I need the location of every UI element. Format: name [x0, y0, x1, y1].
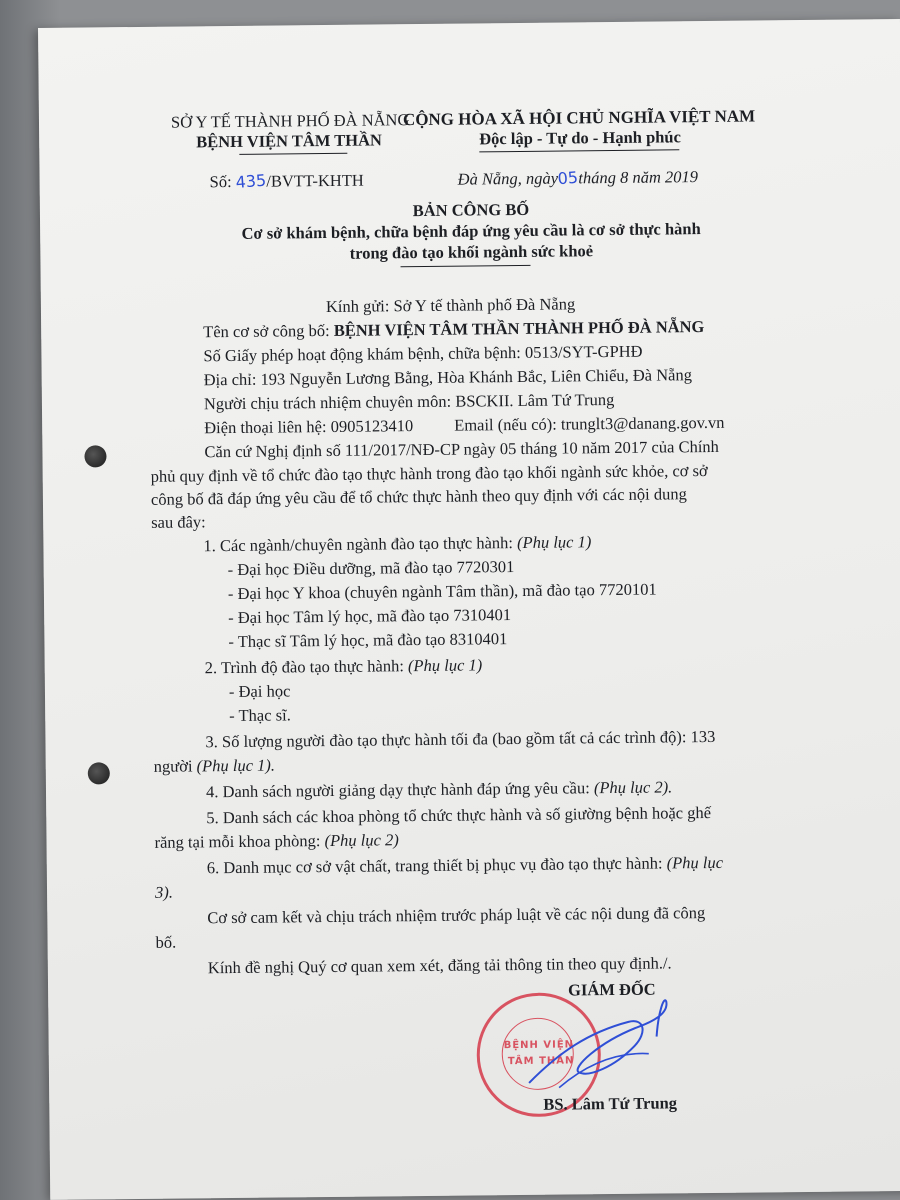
- item-1-c: - Đại học Tâm lý học, mã đào tạo 7310401: [228, 605, 512, 628]
- item-6-line-1: [207, 853, 723, 878]
- doc-number-handwritten: 435: [235, 170, 268, 192]
- header-republic: CỘNG HÒA XÃ HỘI CHỦ NGHĨA VIỆT NAM: [402, 106, 756, 130]
- item-1-b: - Đại học Y khoa (chuyên ngành Tâm thần), mã đào tạo 7720101: [227, 579, 657, 604]
- basis-line-3: công bố đã đáp ứng yêu cầu để tổ chức thực hành theo quy định với các nội dung: [150, 484, 687, 509]
- document-number: [210, 171, 364, 193]
- item-2-b: - Thạc sĩ.: [229, 705, 291, 726]
- phone: Điện thoại liên hệ: 0905123410: [204, 416, 414, 438]
- item-4: [206, 777, 672, 802]
- item-1: [203, 532, 591, 556]
- header-hospital: BỆNH VIỆN TÂM THẦN: [196, 130, 382, 152]
- item-1-a: - Đại học Điều dưỡng, mã đào tạo 7720301: [227, 557, 515, 580]
- item-6-line-2: 3).: [154, 882, 174, 902]
- stamp-line-2: TÂM THẦN: [507, 1055, 575, 1068]
- item-6-text: 6. Danh mục cơ sở vật chất, trang thiết bị phục vụ đào tạo thực hành:: [206, 853, 667, 878]
- basis-line-1: Căn cứ Nghị định số 111/2017/NĐ-CP ngày 05 tháng 10 năm 2017 của Chính: [204, 436, 719, 462]
- item-1-ref: (Phụ lục 1): [516, 532, 592, 553]
- motto-underline: [479, 149, 679, 152]
- document-page: [38, 19, 900, 1200]
- item-4-ref: (Phụ lục 2).: [593, 777, 673, 798]
- hospital-underline: [239, 153, 347, 155]
- item-1-d: - Thạc sĩ Tâm lý học, mã đào tạo 8310401: [228, 629, 508, 652]
- document-subtitle-1: Cơ sở khám bệnh, chữa bệnh đáp ứng yêu cầu là cơ sở thực hành: [241, 219, 701, 243]
- date-suffix: tháng 8 năm 2019: [578, 167, 699, 188]
- signer-name: BS. Lâm Tứ Trung: [543, 1093, 678, 1114]
- date-prefix: Đà Nẵng, ngày: [457, 168, 559, 189]
- item-3-text: người: [153, 756, 197, 776]
- address: Địa chỉ: 193 Nguyễn Lương Bằng, Hòa Khánh Bắc, Liên Chiểu, Đà Nẵng: [203, 365, 693, 390]
- punch-hole-top: [84, 445, 106, 467]
- item-1-text: 1. Các ngành/chuyên ngành đào tạo thực hành:: [203, 533, 518, 556]
- commitment-line-1: Cơ sở cam kết và chịu trách nhiệm trước pháp luật về các nội dung đã công: [207, 903, 706, 928]
- item-2-ref: (Phụ lục 1): [407, 655, 483, 676]
- punch-hole-bottom: [88, 762, 110, 784]
- stamp-line-1: BỆNH VIỆN: [503, 1039, 575, 1052]
- email: Email (nếu có): trunglt3@danang.gov.vn: [454, 412, 725, 435]
- commitment-line-2: bố.: [155, 932, 177, 952]
- facility-name-label: Tên cơ sở công bố:: [203, 320, 334, 342]
- item-4-text: 4. Danh sách người giảng dạy thực hành đáp ứng yêu cầu:: [205, 778, 595, 802]
- date-day-handwritten: 05: [557, 167, 580, 189]
- header-motto: Độc lập - Tự do - Hạnh phúc: [479, 127, 681, 149]
- item-6-ref: (Phụ lục: [666, 852, 724, 873]
- header-department: SỞ Y TẾ THÀNH PHỐ ĐÀ NẴNG: [170, 110, 410, 132]
- license-number: Số Giấy phép hoạt động khám bệnh, chữa bệnh: 0513/SYT-GPHĐ: [203, 341, 643, 366]
- request-line: Kính đề nghị Quý cơ quan xem xét, đăng tải thông tin theo quy định./.: [207, 953, 672, 978]
- item-2: [205, 655, 483, 678]
- item-2-text: 2. Trình độ đào tạo thực hành:: [204, 656, 409, 678]
- title-underline: [401, 265, 531, 267]
- signature-role: GIÁM ĐỐC: [568, 979, 656, 1000]
- document-date: [458, 167, 699, 190]
- item-5-line-1: 5. Danh sách các khoa phòng tổ chức thực hành và số giường bệnh hoặc ghế: [206, 802, 712, 828]
- item-2-a: - Đại học: [228, 681, 291, 702]
- item-3-line-1: 3. Số lượng người đào tạo thực hành tối đa (bao gồm tất cả các trình độ): 133: [205, 726, 716, 752]
- basis-line-2: phủ quy định về tổ chức đào tạo thực hành trong đào tạo khối ngành sức khỏe, cơ sở: [150, 461, 708, 486]
- item-3-line-2: [154, 756, 275, 777]
- responsible-person: Người chịu trách nhiệm chuyên môn: BSCKII. Lâm Tứ Trung: [203, 389, 615, 414]
- document-subtitle-2: trong đào tạo khối ngành sức khoẻ: [349, 241, 594, 263]
- item-5-text: răng tại mỗi khoa phòng:: [154, 831, 325, 852]
- facility-name: [203, 317, 704, 342]
- handwritten-signature: [518, 991, 689, 1103]
- facility-name-value: BỆNH VIỆN TÂM THẦN THÀNH PHỐ ĐÀ NẴNG: [333, 317, 705, 340]
- document-title: BẢN CÔNG BỐ: [412, 199, 530, 221]
- item-5-line-2: [154, 830, 398, 853]
- doc-number-label: Số:: [209, 171, 236, 192]
- item-5-ref: (Phụ lục 2): [324, 830, 399, 851]
- basis-line-4: sau đây:: [151, 512, 206, 532]
- item-3-ref: (Phụ lục 1).: [196, 755, 276, 776]
- addressee: Kính gửi: Sở Y tế thành phố Đà Nẵng: [325, 294, 576, 316]
- doc-number-suffix: /BVTT-KHTH: [266, 170, 364, 191]
